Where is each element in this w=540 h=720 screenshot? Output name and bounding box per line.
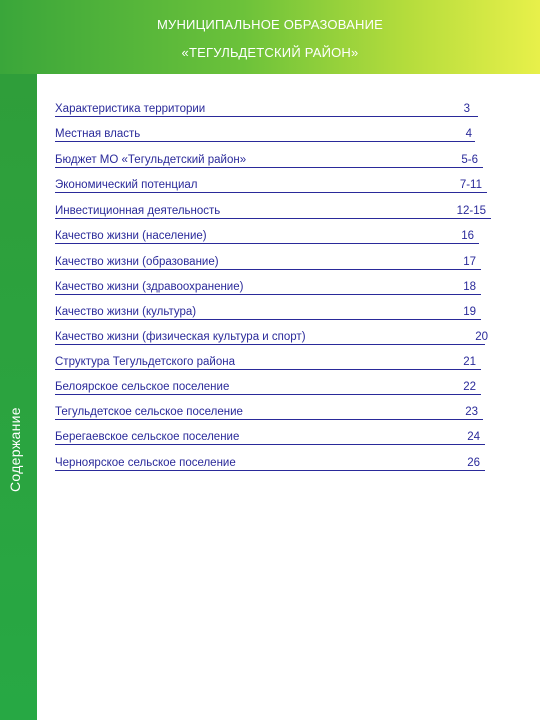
- toc-entry-title[interactable]: Берегаевское сельское поселение: [55, 431, 240, 443]
- toc-entry-page: 16: [461, 230, 474, 242]
- toc-entry-page: 3: [463, 103, 470, 115]
- toc-underline: [55, 394, 481, 395]
- toc-underline: [55, 218, 491, 219]
- toc-entry-title[interactable]: Качество жизни (здравоохранение): [55, 281, 244, 293]
- toc-entry-title[interactable]: Качество жизни (физическая культура и спорт): [55, 331, 306, 343]
- toc-entry-page: 19: [463, 306, 476, 318]
- toc-entry-page: 7-11: [459, 179, 482, 191]
- toc-entry-page: 23: [465, 406, 478, 418]
- toc-underline: [55, 319, 481, 320]
- toc-entry-page: 26: [467, 457, 480, 469]
- toc-underline: [55, 116, 478, 117]
- toc-entry-page: 22: [463, 381, 476, 393]
- toc-underline: [55, 369, 481, 370]
- toc-entry-title[interactable]: Качество жизни (культура): [55, 306, 197, 318]
- toc-underline: [55, 141, 475, 142]
- toc-underline: [55, 243, 479, 244]
- toc-underline: [55, 192, 487, 193]
- toc-entry-title[interactable]: Белоярское сельское поселение: [55, 381, 230, 393]
- toc-entry-page: 21: [463, 356, 476, 368]
- toc-entry-title[interactable]: Бюджет МО «Тегульдетский район»: [55, 154, 247, 166]
- toc-entry-title[interactable]: Экономический потенциал: [55, 179, 198, 191]
- toc-entry-title[interactable]: Черноярское сельское поселение: [55, 457, 236, 469]
- toc-entry-title[interactable]: Структура Тегульдетского района: [55, 356, 235, 368]
- toc-entry-title[interactable]: Местная власть: [55, 128, 141, 140]
- toc-entry-page: 12-15: [456, 205, 486, 217]
- toc-entry-title[interactable]: Характеристика территории: [55, 103, 206, 115]
- sidebar-label: Содержание: [7, 407, 23, 493]
- toc-entry-page: 20: [475, 331, 488, 343]
- toc-entry-title[interactable]: Качество жизни (население): [55, 230, 207, 242]
- toc-entry-page: 17: [463, 256, 476, 268]
- toc-underline: [55, 167, 483, 168]
- header-title-line2: «ТЕГУЛЬДЕТСКИЙ РАЙОН»: [181, 45, 359, 60]
- toc-entry-page: 24: [467, 431, 480, 443]
- toc-underline: [55, 294, 481, 295]
- toc-underline: [55, 269, 481, 270]
- toc-underline: [55, 344, 485, 345]
- toc-underline: [55, 444, 485, 445]
- toc-entry-title[interactable]: Инвестиционная деятельность: [55, 205, 221, 217]
- header-title-line1: МУНИЦИПАЛЬНОЕ ОБРАЗОВАНИЕ: [156, 17, 384, 32]
- toc-entry-page: 4: [465, 128, 472, 140]
- toc-entry-page: 5-6: [461, 154, 478, 166]
- toc-underline: [55, 470, 485, 471]
- toc-entry-title[interactable]: Качество жизни (образование): [55, 256, 219, 268]
- toc-underline: [55, 419, 483, 420]
- toc-entry-title[interactable]: Тегульдетское сельское поселение: [55, 406, 243, 418]
- toc-entry-page: 18: [463, 281, 476, 293]
